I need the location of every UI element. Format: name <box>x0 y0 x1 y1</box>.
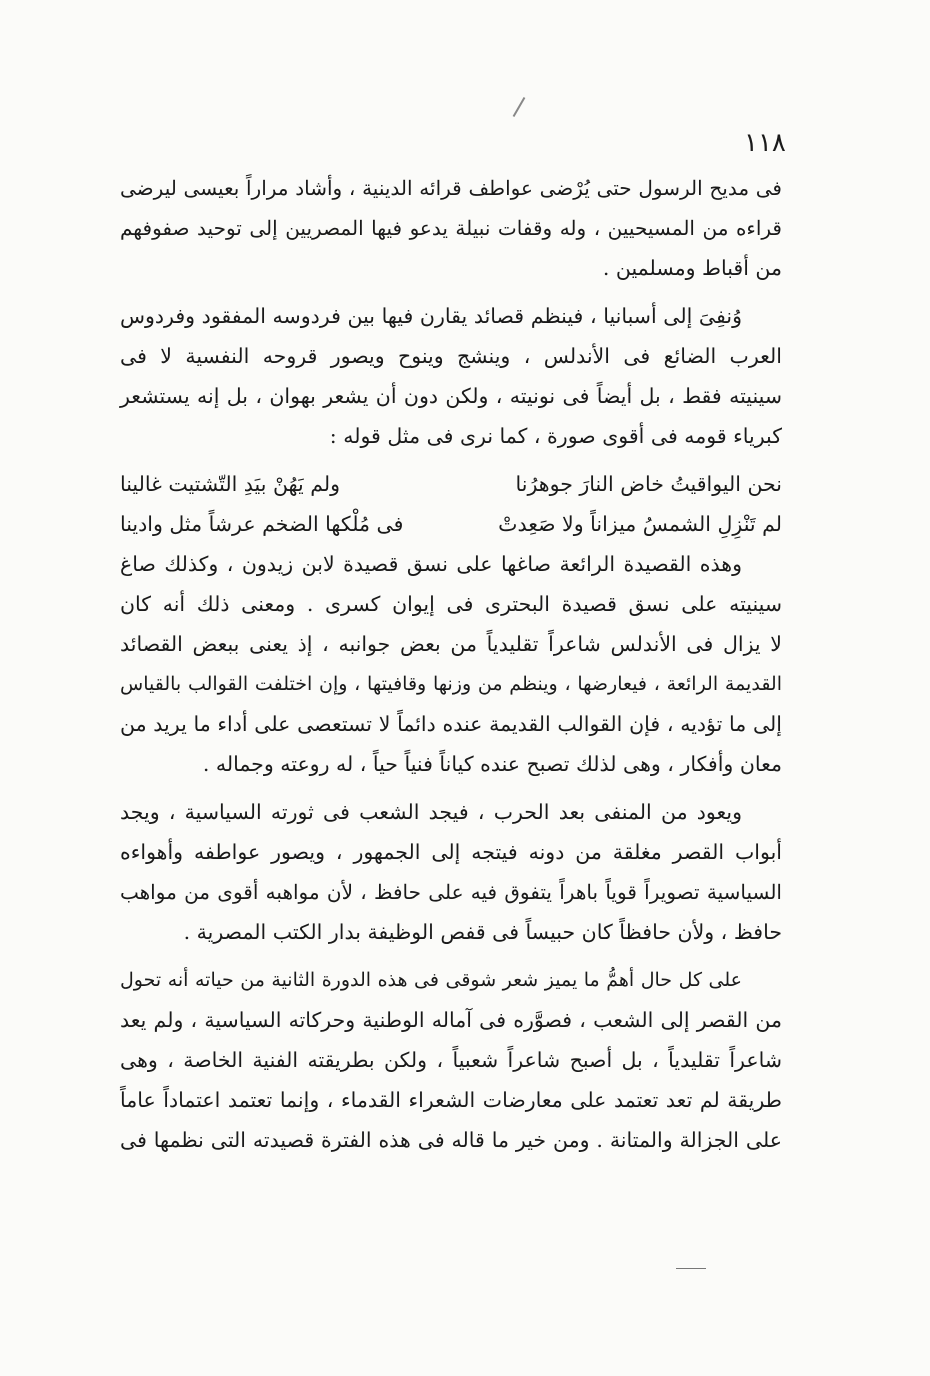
text-line: على كل حال أهمُّ ما يميز شعر شوقى فى هذه الدورة الثانية من حياته أنه تحول <box>120 969 742 991</box>
verse-line <box>120 464 782 504</box>
text-line: قراءه من المسيحيين ، وله وقفات نبيلة يدعو فيها المصريين إلى توحيد صفوفهم <box>120 216 782 240</box>
text-line: ويعود من المنفى بعد الحرب ، فيجد الشعب فى ثورته السياسية ، ويجد <box>120 800 742 824</box>
pencil-mark <box>513 97 526 117</box>
paragraph-4 <box>120 792 782 952</box>
text-line: أبواب القصر مغلقة من دونه فيتجه إلى الجمهور ، ويصور عواطفه وأهواءه <box>120 840 782 864</box>
verse-second-hemistich: فى مُلْكها الضخم عرشاً مثل وادينا <box>120 512 404 536</box>
text-line: حافظ ، ولأن حافظاً كان حبيساً فى قفص الوظيفة بدار الكتب المصرية . <box>183 920 782 944</box>
text-line: القديمة الرائعة ، فيعارضها ، وينظم من وزنها وقافيتها ، وإن اختلفت القوالب بالقياس <box>120 673 782 695</box>
paragraph-3 <box>120 544 782 784</box>
text-line: شاعراً تقليدياً ، بل أصبح شاعراً شعبياً ، ولكن بطريقته الفنية الخاصة ، وهى <box>120 1048 782 1072</box>
text-line: سينيته على نسق قصيدة البحترى فى إيوان كسرى . ومعنى ذلك أنه كان <box>120 592 782 616</box>
text-line: العرب الضائع فى الأندلس ، وينشج وينوح ويصور قروحه النفسية لا فى <box>120 344 782 368</box>
page-number: ١١٨ <box>744 128 786 158</box>
text-line: إلى ما تؤديه ، فإن القوالب القديمة عنده دائماً لا تستعصى على أداء ما يريد من <box>120 712 782 736</box>
text-line: وُنفِىَ إلى أسبانيا ، فينظم قصائد يقارن فيها بين فردوسه المفقود وفردوس <box>120 304 742 328</box>
poem-verses <box>120 464 782 544</box>
text-line: السياسية تصويراً قوياً باهراً يتفوق فيه على حافظ ، لأن مواهبه أقوى من مواهب <box>120 880 782 904</box>
text-line: كبرياء قومه فى أقوى صورة ، كما نرى فى مثل قوله : <box>329 424 782 448</box>
footer-rule <box>676 1268 706 1269</box>
paragraph-1 <box>120 168 782 288</box>
body-text <box>120 168 782 1160</box>
paragraph-5 <box>120 960 782 1160</box>
paragraph-2 <box>120 296 782 456</box>
verse-first-hemistich: لم تَنْزِلِ الشمسُ ميزاناً ولا صَعِدتْ <box>498 512 782 536</box>
text-line: وهذه القصيدة الرائعة صاغها على نسق قصيدة لابن زيدون ، وكذلك صاغ <box>120 552 742 576</box>
text-line: طريقة لم تعد تعتمد على معارضات الشعراء القدماء ، وإنما تعتمد اعتماداً عاماً <box>120 1088 782 1112</box>
verse-first-hemistich: نحن اليواقيتُ خاض النارَ جوهرُنا <box>515 472 782 496</box>
verse-line <box>120 504 782 544</box>
text-line: سينيته فقط ، بل أيضاً فى نونيته ، ولكن دون أن يشعر بهوان ، بل إنه يستشعر <box>120 384 782 408</box>
text-line: على الجزالة والمتانة . ومن خير ما قاله فى هذه الفترة قصيدته التى نظمها فى <box>120 1128 782 1152</box>
text-line: فى مديح الرسول حتى يُرْضى عواطف قرائه الدينية ، وأشاد مراراً بعيسى ليرضى <box>120 176 782 200</box>
text-line: من القصر إلى الشعب ، فصوَّره فى آماله الوطنية وحركاته السياسية ، ولم يعد <box>120 1008 782 1032</box>
text-line: من أقباط ومسلمين . <box>602 256 782 280</box>
text-line: لا يزال فى الأندلس شاعراً تقليدياً من بعض جوانبه ، إذ يعنى ببعض القصائد <box>120 632 782 656</box>
verse-second-hemistich: ولم يَهُنْ بيَدِ التّشتيت غالينا <box>120 472 341 496</box>
text-line: معان وأفكار ، وهى لذلك تصبح عنده كياناً فنياً حياً ، له روعته وجماله . <box>202 752 782 776</box>
